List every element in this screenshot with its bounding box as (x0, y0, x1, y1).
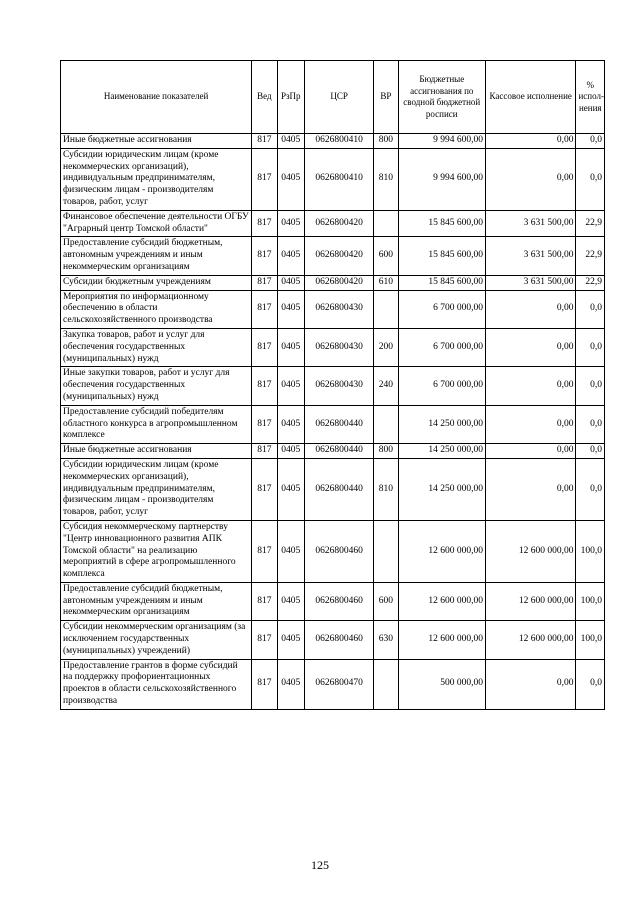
cell-budget: 9 994 600,00 (398, 148, 485, 210)
cell-csr: 0626800410 (305, 134, 374, 149)
cell-name: Предоставление субсидий бюджетным, автономным учреждениям и иным некоммерческим организациям (61, 237, 252, 275)
cell-rzpr: 0405 (277, 275, 304, 290)
cell-name: Субсидии бюджетным учреждениям (61, 275, 252, 290)
header-name: Наименование показателей (61, 61, 252, 134)
cell-ved: 817 (252, 367, 277, 405)
cell-cash: 0,00 (485, 458, 575, 520)
header-ved: Вед (252, 61, 277, 134)
cell-rzpr: 0405 (277, 367, 304, 405)
cell-cash: 12 600 000,00 (485, 582, 575, 620)
cell-budget: 9 994 600,00 (398, 134, 485, 149)
cell-budget: 14 250 000,00 (398, 458, 485, 520)
cell-rzpr: 0405 (277, 148, 304, 210)
cell-budget: 12 600 000,00 (398, 621, 485, 659)
cell-percent: 22,9 (576, 237, 605, 275)
cell-rzpr: 0405 (277, 210, 304, 237)
cell-name: Предоставление субсидий победителям областного конкурса в агропромышленном комплексе (61, 405, 252, 443)
cell-cash: 3 631 500,00 (485, 210, 575, 237)
cell-budget: 14 250 000,00 (398, 405, 485, 443)
header-csr: ЦСР (305, 61, 374, 134)
cell-name: Субсидии некоммерческим организациям (за исключением государственных (муниципальных) учреждений) (61, 621, 252, 659)
cell-budget: 500 000,00 (398, 659, 485, 709)
cell-rzpr: 0405 (277, 444, 304, 459)
table-header-row (61, 61, 605, 134)
cell-vr: 240 (374, 367, 398, 405)
cell-budget: 12 600 000,00 (398, 520, 485, 582)
cell-ved: 817 (252, 290, 277, 328)
cell-vr: 630 (374, 621, 398, 659)
cell-csr: 0626800460 (305, 520, 374, 582)
cell-rzpr: 0405 (277, 290, 304, 328)
cell-cash: 12 600 000,00 (485, 520, 575, 582)
cell-rzpr: 0405 (277, 405, 304, 443)
table-row (61, 210, 605, 237)
table-row (61, 367, 605, 405)
cell-csr: 0626800430 (305, 328, 374, 366)
cell-cash: 0,00 (485, 659, 575, 709)
cell-cash: 0,00 (485, 444, 575, 459)
cell-name: Иные бюджетные ассигнования (61, 134, 252, 149)
cell-cash: 3 631 500,00 (485, 237, 575, 275)
cell-ved: 817 (252, 621, 277, 659)
cell-name: Субсидии юридическим лицам (кроме некоммерческих организаций), индивидуальным предпринимателям, физическим лицам - производителям товаров, работ, услуг (61, 148, 252, 210)
cell-percent: 0,0 (576, 405, 605, 443)
table-row (61, 659, 605, 709)
page-number: 125 (311, 858, 329, 872)
table-row (61, 582, 605, 620)
table-row (61, 290, 605, 328)
header-cash: Кассовое исполнение (485, 61, 575, 134)
table-body (61, 134, 605, 710)
cell-rzpr: 0405 (277, 621, 304, 659)
cell-percent: 22,9 (576, 275, 605, 290)
cell-csr: 0626800410 (305, 148, 374, 210)
cell-percent: 100,0 (576, 621, 605, 659)
cell-percent: 0,0 (576, 458, 605, 520)
cell-budget: 12 600 000,00 (398, 582, 485, 620)
cell-budget: 15 845 600,00 (398, 210, 485, 237)
cell-budget: 6 700 000,00 (398, 290, 485, 328)
cell-ved: 817 (252, 148, 277, 210)
cell-csr: 0626800440 (305, 405, 374, 443)
cell-name: Иные бюджетные ассигнования (61, 444, 252, 459)
cell-csr: 0626800430 (305, 290, 374, 328)
cell-name: Финансовое обеспечение деятельности ОГБУ "Аграрный центр Томской области" (61, 210, 252, 237)
cell-budget: 6 700 000,00 (398, 367, 485, 405)
table-row (61, 275, 605, 290)
cell-cash: 0,00 (485, 328, 575, 366)
cell-vr (374, 210, 398, 237)
table-row (61, 520, 605, 582)
cell-cash: 3 631 500,00 (485, 275, 575, 290)
cell-vr: 800 (374, 444, 398, 459)
cell-vr: 600 (374, 582, 398, 620)
table-row (61, 621, 605, 659)
table-row (61, 134, 605, 149)
header-rzpr: РзПр (277, 61, 304, 134)
cell-vr (374, 659, 398, 709)
cell-name: Субсидия некоммерческому партнерству "Центр инновационного развития АПК Томской области" на реализацию мероприятий в сфере агропромышленного комплекса (61, 520, 252, 582)
cell-vr: 810 (374, 458, 398, 520)
cell-csr: 0626800420 (305, 237, 374, 275)
cell-ved: 817 (252, 275, 277, 290)
cell-csr: 0626800440 (305, 458, 374, 520)
cell-percent: 0,0 (576, 328, 605, 366)
cell-percent: 0,0 (576, 367, 605, 405)
cell-ved: 817 (252, 659, 277, 709)
table-row (61, 405, 605, 443)
cell-budget: 6 700 000,00 (398, 328, 485, 366)
cell-percent: 100,0 (576, 520, 605, 582)
cell-name: Предоставление субсидий бюджетным, автономным учреждениям и иным некоммерческим организациям (61, 582, 252, 620)
cell-rzpr: 0405 (277, 582, 304, 620)
cell-rzpr: 0405 (277, 659, 304, 709)
cell-vr (374, 520, 398, 582)
cell-rzpr: 0405 (277, 134, 304, 149)
cell-vr: 600 (374, 237, 398, 275)
cell-cash: 12 600 000,00 (485, 621, 575, 659)
table-row (61, 148, 605, 210)
cell-cash: 0,00 (485, 405, 575, 443)
cell-csr: 0626800430 (305, 367, 374, 405)
cell-percent: 100,0 (576, 582, 605, 620)
cell-name: Предоставление грантов в форме субсидий на поддержку профориентационных проектов в области сельскохозяйственного производства (61, 659, 252, 709)
cell-ved: 817 (252, 328, 277, 366)
cell-csr: 0626800460 (305, 621, 374, 659)
cell-percent: 22,9 (576, 210, 605, 237)
cell-csr: 0626800420 (305, 275, 374, 290)
cell-cash: 0,00 (485, 148, 575, 210)
cell-ved: 817 (252, 210, 277, 237)
cell-percent: 0,0 (576, 148, 605, 210)
cell-csr: 0626800460 (305, 582, 374, 620)
cell-vr (374, 405, 398, 443)
cell-name: Закупка товаров, работ и услуг для обеспечения государственных (муниципальных) нужд (61, 328, 252, 366)
cell-csr: 0626800440 (305, 444, 374, 459)
cell-name: Иные закупки товаров, работ и услуг для обеспечения государственных (муниципальных) нужд (61, 367, 252, 405)
header-vr: ВР (374, 61, 398, 134)
cell-name: Мероприятия по информационному обеспечению в области сельскохозяйственного производства (61, 290, 252, 328)
cell-ved: 817 (252, 444, 277, 459)
cell-budget: 15 845 600,00 (398, 237, 485, 275)
cell-vr (374, 290, 398, 328)
cell-vr: 200 (374, 328, 398, 366)
header-budget: Бюджетные ассигнования по сводной бюджетной росписи (398, 61, 485, 134)
cell-rzpr: 0405 (277, 520, 304, 582)
cell-percent: 0,0 (576, 444, 605, 459)
cell-csr: 0626800420 (305, 210, 374, 237)
cell-ved: 817 (252, 237, 277, 275)
table-row (61, 444, 605, 459)
cell-rzpr: 0405 (277, 237, 304, 275)
budget-execution-table (60, 60, 605, 710)
table-row (61, 328, 605, 366)
cell-ved: 817 (252, 582, 277, 620)
table-row (61, 237, 605, 275)
cell-percent: 0,0 (576, 290, 605, 328)
cell-cash: 0,00 (485, 134, 575, 149)
header-percent: % испол-нения (576, 61, 605, 134)
cell-vr: 810 (374, 148, 398, 210)
cell-cash: 0,00 (485, 290, 575, 328)
cell-ved: 817 (252, 134, 277, 149)
cell-name: Субсидии юридическим лицам (кроме некоммерческих организаций), индивидуальным предпринимателям, физическим лицам - производителям товаров, работ, услуг (61, 458, 252, 520)
cell-rzpr: 0405 (277, 328, 304, 366)
cell-ved: 817 (252, 458, 277, 520)
cell-csr: 0626800470 (305, 659, 374, 709)
cell-budget: 14 250 000,00 (398, 444, 485, 459)
cell-vr: 610 (374, 275, 398, 290)
cell-percent: 0,0 (576, 134, 605, 149)
cell-cash: 0,00 (485, 367, 575, 405)
cell-rzpr: 0405 (277, 458, 304, 520)
cell-ved: 817 (252, 520, 277, 582)
cell-budget: 15 845 600,00 (398, 275, 485, 290)
cell-vr: 800 (374, 134, 398, 149)
cell-percent: 0,0 (576, 659, 605, 709)
cell-ved: 817 (252, 405, 277, 443)
table-row (61, 458, 605, 520)
